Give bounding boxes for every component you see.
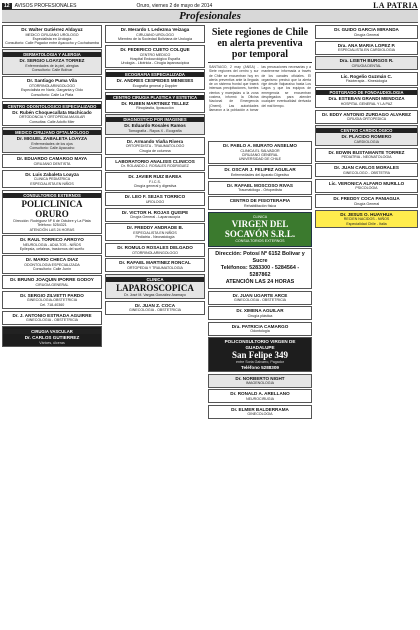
ad-line: CIRUGIA DENTAL (351, 63, 382, 68)
ad-title: Dr. EDDY ANTONIO ZURDAGO ALVAREZ (322, 111, 411, 117)
ad-line: ORTOPEDISTA - TRAUMATOLOGO (125, 144, 185, 149)
ad-line: Tomografía - Rayos X - Ecografía (128, 128, 182, 133)
ad-box (208, 405, 312, 419)
ad-line: NEUROCIRUGIA (246, 396, 274, 401)
ad-big-title: POLICLINICA ORURO (21, 198, 83, 219)
ad-box (105, 208, 205, 222)
ad-line: CIRUGIA ORTOPEDICA (346, 117, 387, 122)
ad-box (315, 163, 418, 177)
ad-line: OTORRINOLARINGOLOGO (132, 250, 178, 255)
ad-title: Dr. JESUS O. HUAYHUA (340, 211, 393, 217)
ad-box (105, 243, 205, 257)
ad-title: Dr. RAFAEL MARTINEZ RONCAL (119, 260, 191, 266)
ad-box (105, 25, 205, 43)
ad-title: Dra. PATRICIA CAMARGO (231, 323, 289, 329)
ad-title: Dr. MIGUEL ZABALETA LOAYZA (16, 136, 88, 142)
ad-box (208, 141, 312, 164)
ad-title: Lic. VERONICA ALFARO MURILLO (328, 180, 405, 186)
ad-box (315, 25, 418, 39)
column-3-ads-top (208, 141, 312, 210)
ad-line: Pediatría - Neonatología (135, 235, 175, 240)
ad-box (2, 255, 102, 273)
ad-line: CARDIOLOGIA (354, 139, 379, 144)
ad-band: CENTRO ODONTOLOGICO ESPECIALIZADO (3, 104, 101, 109)
ad-line: Várices, úlceras (39, 340, 65, 345)
ad-box (315, 87, 418, 108)
ad-line: UNIVERSIDAD DE CHILE (238, 157, 282, 162)
column-2 (105, 25, 205, 628)
ad-title: CENTRO DE FISIOTERAPIA (229, 198, 291, 204)
clinic-contact (208, 248, 312, 289)
page-title: Profesionales (2, 10, 418, 23)
ad-box (105, 157, 205, 171)
ad-line: Rehabilitación física (244, 203, 276, 208)
ad-line: GINECOLOGIA - OBSTETRICIA (25, 318, 79, 323)
ad-title: Dr. BRUNO JOAQUIN IPORRE GODOY (10, 277, 94, 283)
masthead (2, 2, 418, 10)
ad-line: Consultorio: Calle Junín (32, 267, 72, 272)
ad-line: Enfermedades de los ojos (31, 142, 73, 147)
ad-title: Dr. FREDDY ANDRADE B. (126, 225, 184, 231)
ad-band: DIAGNOSTICO POR IMAGENES (106, 117, 204, 122)
ad-band: CENTRO CARDIOLOGICO (316, 128, 417, 133)
ad-title: Dra. ANA MARIA LOPEZ P. (337, 42, 396, 48)
ad-box (105, 258, 205, 272)
ad-line: ESPECIALISTA EN NIÑOS (133, 230, 177, 235)
ad-line: Ecografía general y Doppler (132, 83, 178, 88)
ad-box (208, 374, 312, 388)
ad-line: Cirugía General (353, 32, 380, 37)
ad-line: GINECOLOGO - OBSTETRA (342, 170, 391, 175)
page-number: 12 (4, 2, 10, 9)
ad-title: Dr. Merardo I. Ledezma Veizaga (120, 27, 190, 32)
ad-title: Dr. RAFAEL MOSCOSO RIVAS (227, 182, 293, 188)
column-3-ads-mid (208, 291, 312, 336)
clinic-subtitle: CONSULTORIOS EXTERNOS (235, 239, 285, 244)
ad-line: Enfermedades de la piel, alergias (25, 63, 79, 68)
column-3-ads-bottom (208, 374, 312, 419)
ad-box (315, 148, 418, 162)
ad-line: Dr. ROLANDO J. ROSALES RODRIGUEZ (121, 164, 189, 169)
ad-box (2, 170, 102, 188)
ad-line: Rinoplastia, liposucción (136, 106, 174, 111)
ad-title: Dr. RUBEN MARTINEZ TELLEZ (121, 100, 189, 106)
ad-band: POSTGRADO DE FONOAUDIOLOGIA (316, 90, 417, 95)
ad-title: Dr. Eduardo Rosales Ramos (124, 123, 186, 129)
ad-box (105, 172, 205, 190)
ad-line: Traumatólogo - Ortopedista (238, 188, 282, 193)
ad-line: Teléfono: 5254321 (37, 223, 67, 228)
ad-box (105, 274, 205, 299)
ad-box (208, 291, 312, 305)
ad-box (2, 25, 102, 48)
ad-band: CIRUGIA VASCULAR (3, 329, 101, 334)
ad-title: Dr. RAUL TORRICO ARROYO (20, 237, 84, 243)
ad-title: Dr. PLACIDO ROMERO (341, 134, 392, 139)
ad-title: Dr. JUAN Z. COCA (134, 302, 176, 308)
ad-line: Consultorio: Calle La Plata (30, 92, 74, 97)
guadalupe-name: POLICONSULTORIO VIRGEN DE GUADALUPE (224, 339, 296, 350)
ad-title: Dr. LEO F. SEJAS TORRICO (124, 194, 186, 200)
ad-line: Enfermedades del Aparato Digestivo (230, 172, 290, 177)
ad-box (208, 306, 312, 320)
ad-line: Dirección: Rodríguez Nº 6 de Octubre y La Plata (13, 218, 91, 223)
ad-line: Cel. 718-40360 (39, 302, 65, 307)
ad-box (315, 110, 418, 124)
ad-line: GINECOLOGIA-OBSTETRICIA (26, 298, 78, 303)
guadalupe-ad (208, 337, 312, 372)
ad-line: F.I.C.S. (149, 179, 161, 184)
column-4 (315, 25, 418, 628)
ad-line: ODONTOLOGIA ESPECIALIZADA (24, 262, 80, 267)
ad-line: UROLOGO (145, 199, 165, 204)
ad-line: CIRUJANO GENERAL (241, 153, 279, 157)
ad-line: Cirugía General - Laparoscopía (129, 215, 181, 220)
ad-line: GINECOLOGIA - OBSTETRICIA (233, 298, 287, 303)
ad-band: DERMATOLOGIA Y ALERGIA (3, 52, 101, 57)
ad-box (2, 49, 102, 74)
ad-line: CENTRO MEDICO (139, 52, 171, 57)
ad-box (105, 45, 205, 68)
ad-line: Dr. José M. Vargas González Aramayo (124, 292, 186, 297)
ad-line: Cirugía general y digestiva (133, 184, 177, 189)
ad-box (2, 154, 102, 168)
ad-line: Cirugía de columna (139, 148, 171, 153)
ad-box (2, 326, 102, 347)
ad-box (208, 389, 312, 403)
ad-box (208, 181, 312, 195)
ad-line: CIRUJANO UROLOGO (136, 32, 174, 37)
clinic-name: VIRGEN DEL SOCAVÓN S.R.L. (224, 219, 296, 240)
ad-title: Dr. EDWIN BUSTAMANTE TORREZ (328, 149, 405, 155)
ad-title: Dr. Armando Viaña Rivera (126, 138, 184, 144)
ad-title: Dr. JUAN UGARTE ARCE (232, 292, 288, 298)
ad-box (2, 275, 102, 289)
ad-title: Dr. NORBERTO NIGHT (235, 375, 285, 381)
ad-line: NEUROLOGIA - ADULTOS - NIÑOS (23, 243, 81, 248)
ad-title: Dr. SERGIO ZILVETTI PARDO (20, 292, 84, 298)
ad-title: Dr. CARLOS GUTIERREZ (24, 335, 80, 341)
ad-box (105, 301, 205, 315)
ad-line: RECIEN NACIDOS - NIÑOS (343, 217, 390, 222)
ad-box (315, 41, 418, 55)
ad-box (315, 179, 418, 193)
ad-band: CLINICA (106, 277, 204, 282)
ad-title: Dr. ELMER BALDERRAMA (231, 406, 289, 412)
clinic-phone: Teléfonos: 5283300 - 5284564 - 5287862 (220, 265, 300, 279)
ad-title: Dr. RONALD A. ARELLANO (230, 391, 290, 397)
ad-title: Lic. Rogelio Guzmán C. (340, 73, 393, 79)
ad-line: Consultorio: Calle Pagador entre Ayacucho y Cochabamba (5, 41, 99, 46)
clinic-hours: ATENCIÓN LAS 24 HORAS (225, 279, 295, 286)
ad-box (105, 69, 205, 90)
ad-box (105, 223, 205, 241)
news-article: SANTIAGO, 2 may (ANSA) - Siete regiones del centro y sur de Chile se encuentran hoy en alerta preventiva ante la llegada de un sistema frontal que traerá intensas precipitaciones, fuertes vientos y marejadas a la zona costera, informó la Oficina Nacional de Emergencia (Onemi). Las autoridades llamaron a la población a tomar las precauciones necesarias y a mantenerse informada a través de los canales oficiales. El organismo precisó que la alerta rige desde Valparaíso hasta Los Lagos y que los equipos de emergencia se encuentran desplegados para atender cualquier eventualidad derivada del mal tiempo. (209, 65, 311, 112)
ad-band: CONSULTORIOS EXTERNOS (3, 193, 101, 198)
ad-line: Urología - Litotricia - Cirugía laparoscópica (120, 61, 190, 66)
ad-line: CLINICA EL SALVADOR (240, 148, 280, 153)
ad-big-title: LAPAROSCOPICA (116, 282, 194, 293)
ad-box (315, 194, 418, 208)
ad-box (2, 311, 102, 325)
ad-band: MEDICO CIRUJANO OFTALMOLOGO (3, 130, 101, 135)
ad-line: ESPECIALISTA EN CARDIOLOGIA (337, 48, 396, 53)
ad-box (315, 56, 418, 70)
ad-line: Odontología (250, 329, 270, 334)
ad-box (208, 165, 312, 179)
news-headline: Siete regiones de Chile en alerta preventiva por temporal (208, 25, 312, 63)
ad-line: ATENCIÓN LAS 24 HORAS (29, 227, 75, 232)
ad-line: Fisioterapia - Kinesiología (345, 79, 388, 84)
ad-box (2, 127, 102, 152)
guadalupe-phone: Teléfono 5288309 (241, 364, 279, 370)
ad-title: Dr. JUAN CARLOS MORALES (334, 165, 399, 170)
ad-line: Cirugía plástica (247, 313, 273, 318)
ad-title: LABORATORIO ANALISIS CLINICOS (115, 158, 195, 164)
ad-line: Consultorio: Calle Ayacucho (29, 146, 75, 151)
ad-box (208, 322, 312, 336)
section-label: AVISOS PROFESIONALES (14, 2, 77, 9)
ad-line: Consultas: Calle Adolfo Mier (29, 119, 75, 124)
city-date: Oruro, viernes 2 de mayo de 2014 (136, 2, 213, 9)
newspaper-name: LA PATRIA (373, 1, 418, 10)
ad-title: Dra. LISETH BURGOS R. (339, 58, 394, 63)
ad-title: Dr. JAVIER RUIZ BAREA (128, 174, 182, 180)
ad-box (105, 137, 205, 155)
ad-line: IMAGENOLOGIA (246, 381, 274, 386)
ad-line: ORTOPEDIA Y TRAUMATOLOGIA (127, 266, 183, 271)
ad-line: Epilepsia, cefaleas, trastornos del sueño (19, 247, 85, 252)
ad-title: Dra. ESTEBAN GRANDI MENDOZA (328, 96, 405, 101)
ad-line: Especialista en Urología (32, 37, 72, 41)
ad-line: CLINICA PEDIATRICA (33, 177, 71, 182)
ad-box (315, 125, 418, 146)
ad-box (105, 192, 205, 206)
ad-line: CIRUGIA GENERAL (35, 282, 69, 287)
ad-line: CIRUJANO DENTISTA (33, 161, 71, 166)
ad-line: PSICOLOGIA (355, 186, 378, 191)
ad-line: HOSPITAL GENERAL Y LA PAZ (340, 101, 393, 106)
ad-box (2, 235, 102, 253)
ad-title: Dr. VICTOR H. ROJAS QUISPE (121, 209, 189, 215)
guadalupe-street: entre Soria Galvarro, Pagador (236, 360, 284, 365)
clinic-address: Dirección: Potosí Nº 6152 Bolívar y Sucre (215, 251, 305, 265)
ad-line: Miembro de la Sociedad Boliviana de Urología (118, 37, 192, 41)
ad-box (315, 210, 418, 228)
ad-box (105, 114, 205, 135)
column-3 (208, 25, 312, 628)
column-1 (2, 25, 102, 628)
ad-title: Dr. GUIDO GARCIA MIRANDA (334, 27, 399, 32)
ad-line: Cirugía General (353, 201, 380, 206)
ad-box (315, 72, 418, 86)
ad-box (2, 101, 102, 126)
ad-line: Especialidad Chile - Italia (346, 221, 387, 226)
ad-box (2, 291, 102, 309)
ad-box (2, 76, 102, 99)
ad-title: Dr. Walter Gutiérrez Aldayuz (21, 27, 83, 32)
ad-title: Dr. J. ANTONIO ESTRADA AGUIRRE (12, 312, 92, 318)
ad-title: Dr. OSCAR J. FELIPEZ AGUILAR (224, 167, 296, 173)
ad-title: Dr. EDUARDO CAMARGO MAYA (16, 156, 88, 162)
ad-title: Dr. ANDRES CESPEDES MENESES (116, 78, 194, 84)
ad-band: CENTRO CIRUGIA PLASTICA Y ESTETICA (106, 95, 204, 100)
ad-title: Dr. MARIO CHECA DIAZ (25, 257, 79, 263)
ad-title: Dr. FEDERICO CUETO COLQUE (120, 46, 190, 52)
ad-line: Especialista en Nariz, Garganta y Oído (20, 88, 84, 93)
ad-line: GINECOLOGIA (247, 412, 273, 417)
ad-box (2, 190, 102, 234)
ad-box (208, 196, 312, 210)
ad-line: PEDIATRIA - NEONATOLOGIA (341, 155, 392, 160)
ad-line: GINECOLOGIA - OBSTETRICIA (128, 308, 182, 313)
ad-box (105, 92, 205, 113)
ad-title: Dr. Santiago Puma Vila (27, 78, 77, 84)
clinic-banner (208, 212, 312, 247)
ad-title: Dr. Rubén Choquecallata Machicado (12, 109, 92, 115)
ad-line: Hospital Endourológico España (129, 56, 181, 61)
ad-line: ORTODONCIA Y ORTOPEDIA MAXILAR (19, 115, 85, 120)
clinic-label: CLINICA (252, 214, 268, 219)
ad-title: Dr. Luis Zabaleta Loayza (25, 171, 79, 177)
ad-line: Consultorio: Calle Bolívar (31, 68, 73, 73)
ad-line: MEDICO CIRUJANO UROLOGO (25, 32, 79, 37)
ad-title: Dr. PABLO A. MURATO ANSELMO (223, 143, 297, 148)
ad-line: ESPECIALISTA EN NIÑOS (30, 181, 74, 186)
ad-title: Dr. ROMULO ROSALES DELGADO (117, 244, 193, 250)
ad-line: OTORRINOLARINGOLOGO (29, 83, 75, 88)
ad-band: ECOGRAFIA ESPECIALIZADA (106, 72, 204, 77)
guadalupe-address: San Felipe 349 (231, 350, 288, 361)
ad-title: Dr. FREDDY COCA PANIAGUA (333, 196, 400, 201)
ad-title: Dr. XIMENA AGUILAR (236, 308, 284, 314)
ad-title: Dr. SERGIO LOAYZA TORREZ (19, 58, 85, 64)
